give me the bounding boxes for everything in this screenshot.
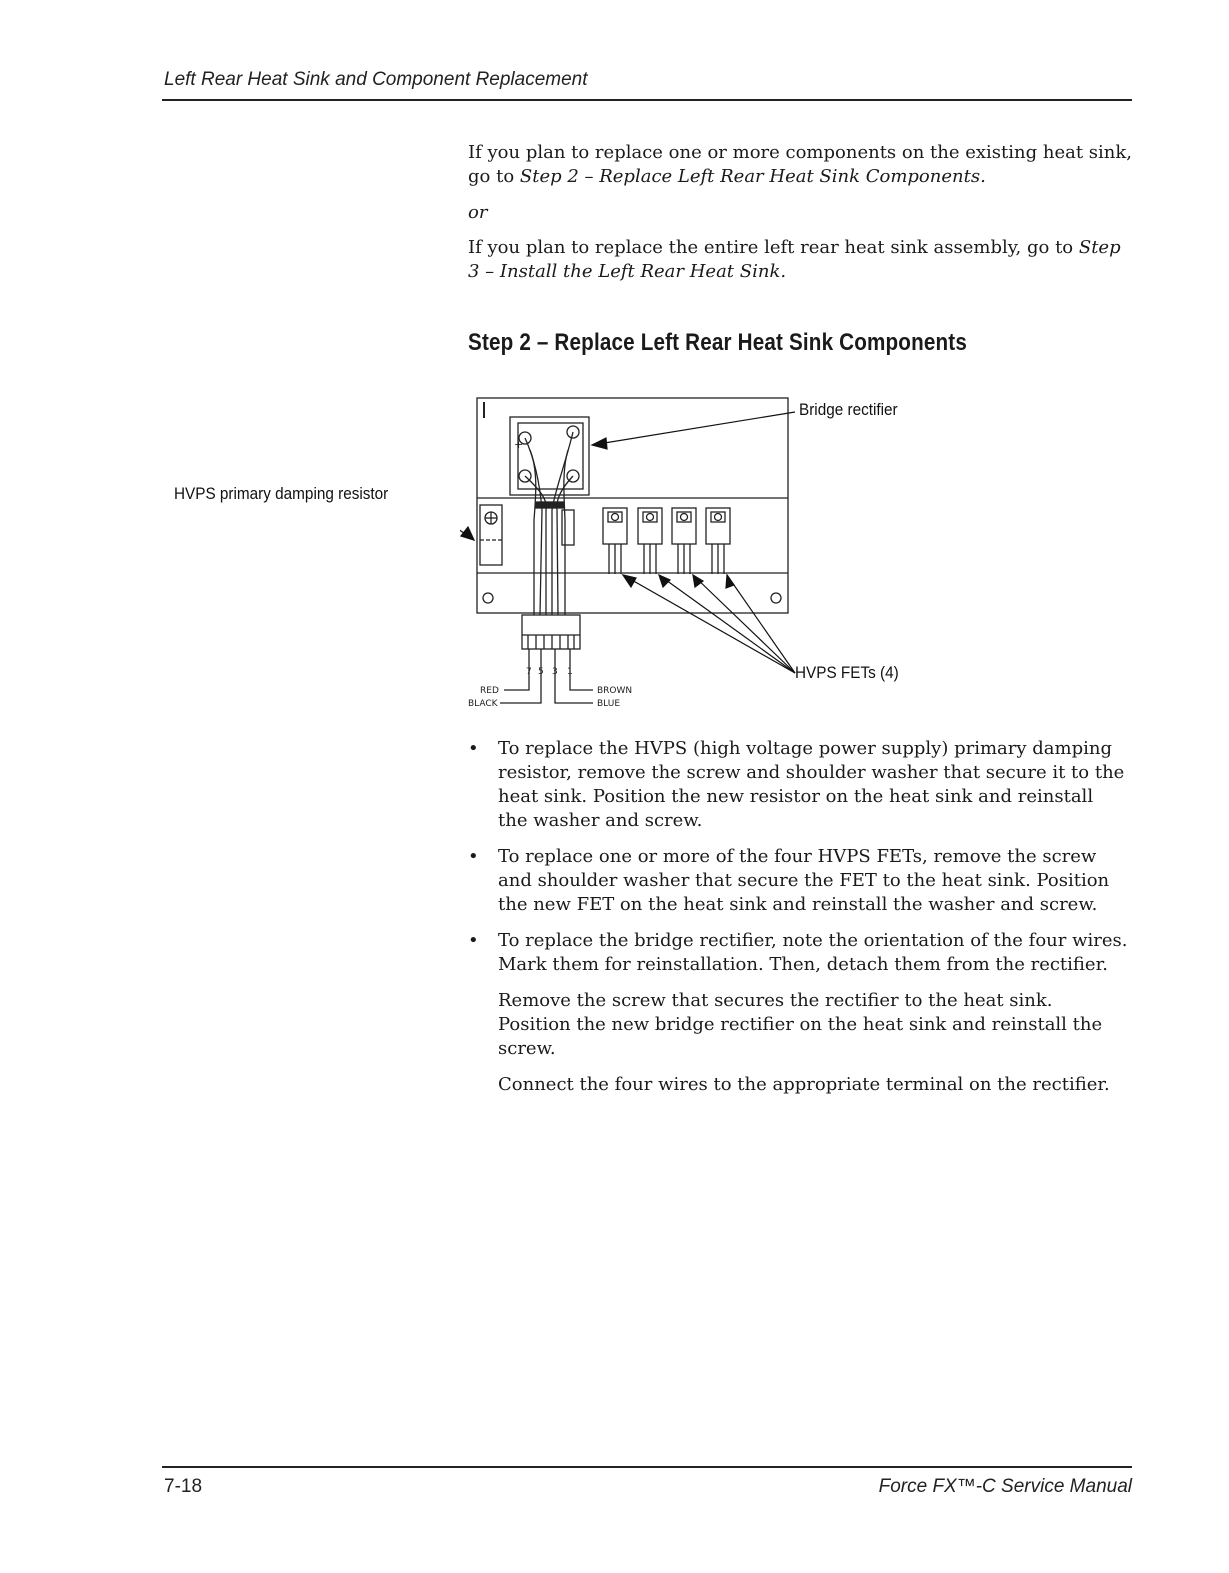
instruction-list <box>468 737 1128 1109</box>
intro-paragraph-1 <box>468 141 1133 189</box>
heat-sink-diagram <box>460 390 800 715</box>
intro-paragraph-2 <box>468 236 1133 284</box>
footer-rule <box>162 1466 1132 1468</box>
wire-label-brown: BROWN <box>597 686 633 696</box>
page-number: 7-18 <box>164 1476 203 1497</box>
list-item <box>468 929 1128 977</box>
or-separator: or <box>468 202 488 223</box>
list-item-text: To replace the bridge rectifier, note the orientation of the four wires. Mark them for reinstallation. Then, detach them from the rectifier. <box>498 930 1128 975</box>
callout-hvps-fets: HVPS FETs (4) <box>795 663 899 682</box>
intro-paragraph-2-text: If you plan to replace the entire left rear heat sink assembly, go to <box>468 237 1079 258</box>
callout-damping-resistor: HVPS primary damping resistor <box>174 484 389 503</box>
wire-label-blue: BLUE <box>597 699 621 709</box>
step-2-reference: Step 2 – Replace Left Rear Heat Sink Components. <box>519 166 986 187</box>
pin-number: 5 <box>538 667 544 677</box>
wire-label-black: BLACK <box>468 699 498 709</box>
callout-bridge-rectifier: Bridge rectifier <box>799 400 898 419</box>
pin-number: 3 <box>552 667 558 677</box>
bullet-icon: • <box>468 738 479 759</box>
list-item <box>468 845 1128 917</box>
sub-paragraph: Connect the four wires to the appropriate terminal on the rectifier. <box>498 1074 1110 1095</box>
manual-title: Force FX™-C Service Manual <box>878 1476 1132 1497</box>
step-2-heading: Step 2 – Replace Left Rear Heat Sink Components <box>468 329 968 356</box>
list-item <box>468 737 1128 833</box>
bullet-icon: • <box>468 930 479 951</box>
intro-paragraph-1-text: If you plan to replace one or more components on the existing heat sink, go to <box>468 142 1133 187</box>
pin-number: 1 <box>567 667 573 677</box>
step-3-reference: Step 3 – Install the Left Rear Heat Sink. <box>468 237 1121 282</box>
svg-text:+: + <box>514 438 524 451</box>
pin-number: 7 <box>526 667 532 677</box>
bullet-icon: • <box>468 846 479 867</box>
list-item-text: To replace one or more of the four HVPS FETs, remove the screw and shoulder washer that secure the FET to the heat sink. Position the new FET on the heat sink and reinstall the washer and screw. <box>498 846 1110 915</box>
sub-paragraph: Remove the screw that secures the rectifier to the heat sink. Position the new bridge rectifier on the heat sink and reinstall the screw. <box>498 990 1103 1059</box>
page-header-title: Left Rear Heat Sink and Component Replacement <box>164 69 588 90</box>
wire-label-red: RED <box>480 686 499 696</box>
list-item-text: To replace the HVPS (high voltage power supply) primary damping resistor, remove the screw and shoulder washer that secure it to the heat sink. Position the new resistor on the heat sink and reinstall the washer and screw. <box>498 738 1125 831</box>
header-rule <box>162 99 1132 101</box>
